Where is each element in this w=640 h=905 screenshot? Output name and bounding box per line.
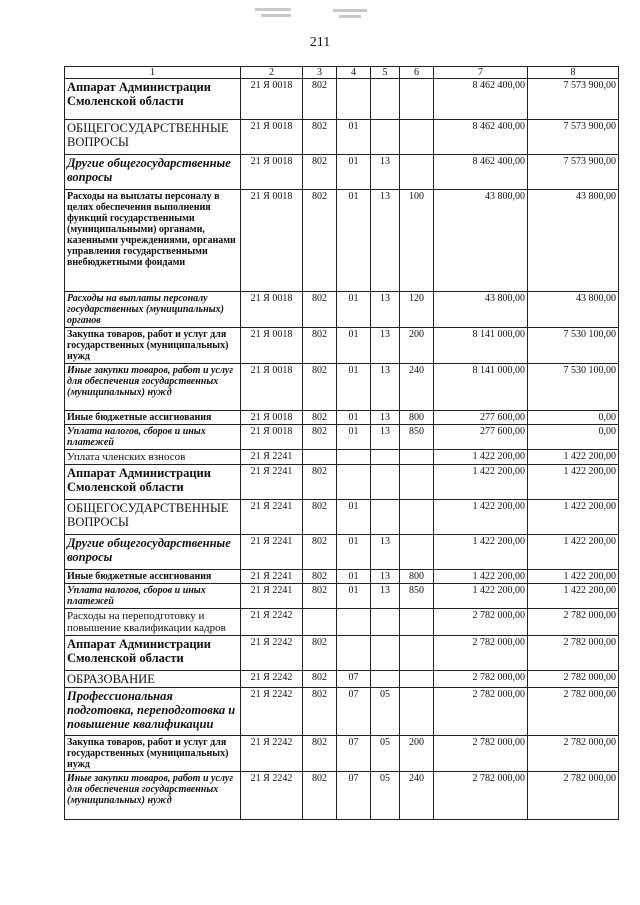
row-name: Закупка товаров, работ и услуг для государственных (муниципальных) нужд (65, 328, 241, 364)
row-expense-type-code (400, 120, 434, 155)
row-expense-type-code (400, 609, 434, 636)
row-subsection-code (371, 465, 400, 500)
row-amount-1: 2 782 000,00 (434, 772, 528, 820)
row-department-code: 802 (303, 425, 337, 450)
row-department-code: 802 (303, 535, 337, 570)
row-expense-type-code (400, 688, 434, 736)
row-department-code: 802 (303, 155, 337, 190)
row-amount-2: 2 782 000,00 (528, 688, 619, 736)
header-cell: 1 (65, 67, 241, 79)
row-target-code: 21 Я 0018 (241, 120, 303, 155)
row-expense-type-code (400, 636, 434, 671)
row-target-code: 21 Я 2241 (241, 500, 303, 535)
row-amount-1: 8 141 000,00 (434, 328, 528, 364)
row-expense-type-code: 240 (400, 772, 434, 820)
row-amount-2: 1 422 200,00 (528, 465, 619, 500)
row-amount-2: 2 782 000,00 (528, 609, 619, 636)
row-target-code: 21 Я 2242 (241, 688, 303, 736)
row-subsection-code: 13 (371, 584, 400, 609)
row-section-code (337, 79, 371, 120)
row-name: Аппарат Администрации Смоленской области (65, 636, 241, 671)
row-name: Уплата налогов, сборов и иных платежей (65, 584, 241, 609)
row-subsection-code (371, 636, 400, 671)
row-department-code: 802 (303, 570, 337, 584)
row-name: ОБЩЕГОСУДАРСТВЕННЫЕ ВОПРОСЫ (65, 120, 241, 155)
row-target-code: 21 Я 0018 (241, 328, 303, 364)
row-department-code: 802 (303, 465, 337, 500)
row-section-code: 01 (337, 155, 371, 190)
row-amount-2: 2 782 000,00 (528, 671, 619, 688)
row-subsection-code: 13 (371, 155, 400, 190)
row-name: Уплата членских взносов (65, 450, 241, 465)
row-department-code (303, 609, 337, 636)
row-subsection-code (371, 120, 400, 155)
table-row (65, 671, 619, 688)
row-section-code: 07 (337, 688, 371, 736)
row-section-code: 01 (337, 364, 371, 411)
row-department-code: 802 (303, 328, 337, 364)
row-target-code: 21 Я 2241 (241, 570, 303, 584)
row-section-code: 01 (337, 411, 371, 425)
row-subsection-code: 05 (371, 688, 400, 736)
table-row (65, 772, 619, 820)
table-row (65, 584, 619, 609)
row-amount-1: 2 782 000,00 (434, 609, 528, 636)
row-department-code: 802 (303, 688, 337, 736)
row-amount-1: 1 422 200,00 (434, 570, 528, 584)
table-row (65, 292, 619, 328)
row-section-code: 01 (337, 584, 371, 609)
row-section-code: 01 (337, 535, 371, 570)
row-department-code: 802 (303, 736, 337, 772)
row-amount-2: 1 422 200,00 (528, 570, 619, 584)
row-target-code: 21 Я 2241 (241, 450, 303, 465)
row-name: Расходы на переподготовку и повышение квалификации кадров (65, 609, 241, 636)
header-cell: 2 (241, 67, 303, 79)
table-row (65, 120, 619, 155)
page-number: 211 (309, 35, 331, 50)
table-row (65, 688, 619, 736)
row-section-code: 01 (337, 500, 371, 535)
row-expense-type-code: 100 (400, 190, 434, 292)
row-amount-1: 2 782 000,00 (434, 688, 528, 736)
row-amount-2: 7 530 100,00 (528, 364, 619, 411)
table-row (65, 535, 619, 570)
row-department-code (303, 450, 337, 465)
row-department-code: 802 (303, 636, 337, 671)
table-body (65, 79, 619, 820)
row-expense-type-code: 240 (400, 364, 434, 411)
row-department-code: 802 (303, 411, 337, 425)
table-row (65, 465, 619, 500)
row-target-code: 21 Я 2241 (241, 465, 303, 500)
row-name: Иные закупки товаров, работ и услуг для обеспечения государственных (муниципальных) нужд (65, 364, 241, 411)
row-amount-1: 1 422 200,00 (434, 584, 528, 609)
row-amount-2: 43 800,00 (528, 292, 619, 328)
row-amount-2: 7 573 900,00 (528, 155, 619, 190)
row-target-code: 21 Я 2242 (241, 772, 303, 820)
row-amount-2: 1 422 200,00 (528, 535, 619, 570)
row-expense-type-code (400, 465, 434, 500)
row-name: Расходы на выплаты персоналу государственных (муниципальных) органов (65, 292, 241, 328)
row-expense-type-code: 850 (400, 584, 434, 609)
row-amount-2: 7 573 900,00 (528, 79, 619, 120)
row-target-code: 21 Я 0018 (241, 190, 303, 292)
row-amount-2: 43 800,00 (528, 190, 619, 292)
table-row (65, 636, 619, 671)
row-name: ОБРАЗОВАНИЕ (65, 671, 241, 688)
row-target-code: 21 Я 0018 (241, 425, 303, 450)
row-department-code: 802 (303, 671, 337, 688)
table-row (65, 190, 619, 292)
row-amount-1: 1 422 200,00 (434, 500, 528, 535)
row-department-code: 802 (303, 584, 337, 609)
row-section-code (337, 636, 371, 671)
row-amount-1: 2 782 000,00 (434, 736, 528, 772)
table-row (65, 736, 619, 772)
row-name: Другие общегосударственные вопросы (65, 535, 241, 570)
row-expense-type-code (400, 155, 434, 190)
header-cell: 7 (434, 67, 528, 79)
row-subsection-code: 13 (371, 328, 400, 364)
row-department-code: 802 (303, 364, 337, 411)
row-subsection-code (371, 671, 400, 688)
row-target-code: 21 Я 0018 (241, 292, 303, 328)
row-subsection-code (371, 79, 400, 120)
row-amount-2: 7 573 900,00 (528, 120, 619, 155)
row-amount-1: 1 422 200,00 (434, 465, 528, 500)
row-amount-2: 7 530 100,00 (528, 328, 619, 364)
row-target-code: 21 Я 0018 (241, 364, 303, 411)
header-cell: 6 (400, 67, 434, 79)
row-name: Иные бюджетные ассигнования (65, 411, 241, 425)
row-expense-type-code: 800 (400, 411, 434, 425)
row-expense-type-code (400, 500, 434, 535)
row-name: Иные закупки товаров, работ и услуг для обеспечения государственных (муниципальных) нужд (65, 772, 241, 820)
row-amount-2: 2 782 000,00 (528, 636, 619, 671)
row-amount-2: 1 422 200,00 (528, 584, 619, 609)
row-target-code: 21 Я 2242 (241, 671, 303, 688)
row-amount-1: 277 600,00 (434, 411, 528, 425)
row-subsection-code: 13 (371, 570, 400, 584)
table-row (65, 609, 619, 636)
header-cell: 5 (371, 67, 400, 79)
table-row (65, 425, 619, 450)
row-subsection-code: 13 (371, 535, 400, 570)
header-cell: 8 (528, 67, 619, 79)
row-amount-2: 0,00 (528, 425, 619, 450)
row-target-code: 21 Я 2241 (241, 584, 303, 609)
row-department-code: 802 (303, 120, 337, 155)
row-subsection-code: 13 (371, 364, 400, 411)
row-subsection-code: 13 (371, 190, 400, 292)
row-subsection-code: 13 (371, 292, 400, 328)
table-row (65, 570, 619, 584)
row-section-code: 07 (337, 772, 371, 820)
row-subsection-code: 13 (371, 425, 400, 450)
row-amount-1: 2 782 000,00 (434, 636, 528, 671)
table-row (65, 450, 619, 465)
row-target-code: 21 Я 0018 (241, 155, 303, 190)
row-expense-type-code: 200 (400, 328, 434, 364)
row-name: Уплата налогов, сборов и иных платежей (65, 425, 241, 450)
row-amount-2: 2 782 000,00 (528, 736, 619, 772)
table-row (65, 500, 619, 535)
row-subsection-code: 05 (371, 772, 400, 820)
row-amount-2: 0,00 (528, 411, 619, 425)
row-amount-1: 8 462 400,00 (434, 120, 528, 155)
table-row (65, 79, 619, 120)
row-department-code: 802 (303, 190, 337, 292)
row-expense-type-code: 850 (400, 425, 434, 450)
table-row (65, 411, 619, 425)
row-name: ОБЩЕГОСУДАРСТВЕННЫЕ ВОПРОСЫ (65, 500, 241, 535)
row-amount-1: 8 462 400,00 (434, 79, 528, 120)
row-name: Расходы на выплаты персоналу в целях обеспечения выполнения функций государственными (муниципальными) органами, казенными учреждениями, органами управления государственными внебюджетными фондами (65, 190, 241, 292)
row-target-code: 21 Я 0018 (241, 411, 303, 425)
row-name: Закупка товаров, работ и услуг для государственных (муниципальных) нужд (65, 736, 241, 772)
row-amount-1: 43 800,00 (434, 190, 528, 292)
row-subsection-code (371, 450, 400, 465)
row-amount-1: 8 141 000,00 (434, 364, 528, 411)
row-section-code: 01 (337, 570, 371, 584)
row-name: Аппарат Администрации Смоленской области (65, 465, 241, 500)
row-department-code: 802 (303, 292, 337, 328)
row-name: Аппарат Администрации Смоленской области (65, 79, 241, 120)
row-subsection-code: 13 (371, 411, 400, 425)
row-target-code: 21 Я 2241 (241, 535, 303, 570)
scan-marks (255, 4, 385, 22)
row-subsection-code (371, 500, 400, 535)
row-section-code (337, 450, 371, 465)
row-expense-type-code (400, 535, 434, 570)
row-expense-type-code: 800 (400, 570, 434, 584)
row-amount-2: 1 422 200,00 (528, 450, 619, 465)
row-department-code: 802 (303, 772, 337, 820)
row-section-code: 01 (337, 120, 371, 155)
row-section-code (337, 465, 371, 500)
row-amount-1: 43 800,00 (434, 292, 528, 328)
row-amount-2: 1 422 200,00 (528, 500, 619, 535)
row-target-code: 21 Я 2242 (241, 636, 303, 671)
row-amount-1: 277 600,00 (434, 425, 528, 450)
row-section-code: 01 (337, 328, 371, 364)
row-expense-type-code (400, 671, 434, 688)
row-subsection-code (371, 609, 400, 636)
row-section-code: 07 (337, 671, 371, 688)
table-row (65, 364, 619, 411)
row-section-code: 01 (337, 190, 371, 292)
row-amount-1: 2 782 000,00 (434, 671, 528, 688)
table-row (65, 328, 619, 364)
row-name: Профессиональная подготовка, переподготовка и повышение квалификации (65, 688, 241, 736)
table-row (65, 155, 619, 190)
row-amount-1: 1 422 200,00 (434, 535, 528, 570)
row-subsection-code: 05 (371, 736, 400, 772)
header-cell: 4 (337, 67, 371, 79)
row-expense-type-code: 200 (400, 736, 434, 772)
row-section-code: 01 (337, 292, 371, 328)
budget-table (64, 66, 619, 820)
row-department-code: 802 (303, 79, 337, 120)
header-row (65, 67, 619, 79)
row-expense-type-code: 120 (400, 292, 434, 328)
row-amount-2: 2 782 000,00 (528, 772, 619, 820)
row-name: Другие общегосударственные вопросы (65, 155, 241, 190)
header-cell: 3 (303, 67, 337, 79)
row-expense-type-code (400, 450, 434, 465)
row-target-code: 21 Я 2242 (241, 609, 303, 636)
row-target-code: 21 Я 0018 (241, 79, 303, 120)
row-section-code: 01 (337, 425, 371, 450)
row-target-code: 21 Я 2242 (241, 736, 303, 772)
row-department-code: 802 (303, 500, 337, 535)
row-name: Иные бюджетные ассигнования (65, 570, 241, 584)
row-expense-type-code (400, 79, 434, 120)
row-amount-1: 1 422 200,00 (434, 450, 528, 465)
row-amount-1: 8 462 400,00 (434, 155, 528, 190)
row-section-code (337, 609, 371, 636)
row-section-code: 07 (337, 736, 371, 772)
